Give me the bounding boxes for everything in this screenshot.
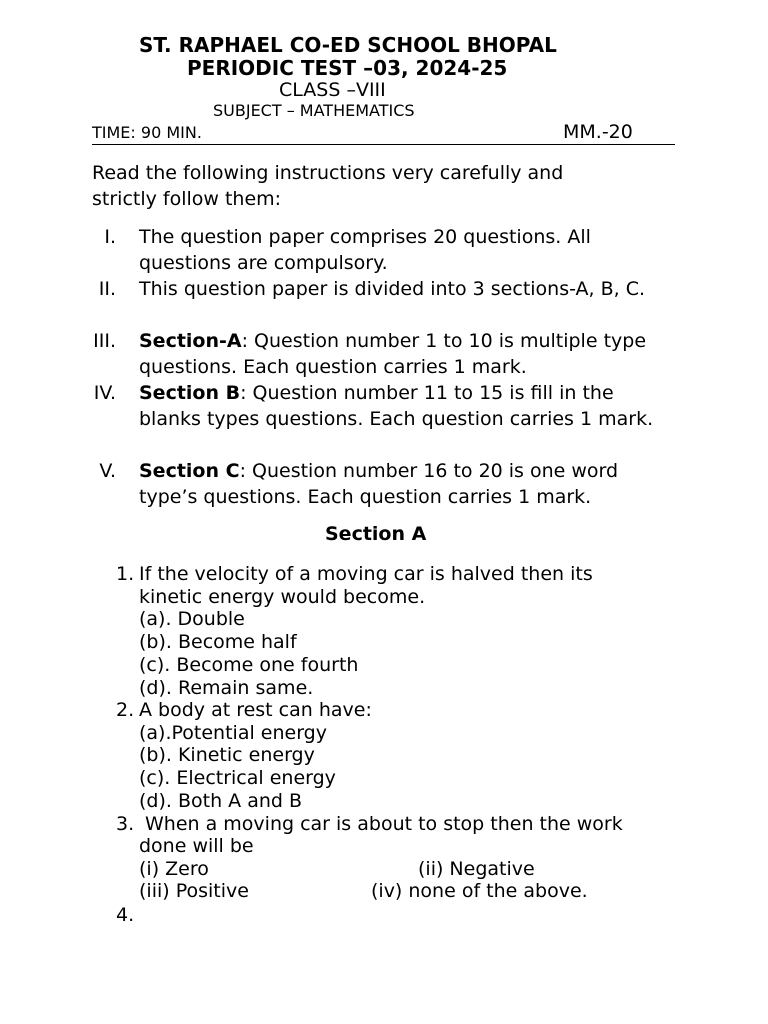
instruction-numeral: I. [104,226,116,248]
instruction-section-label: Section B [139,382,241,404]
instruction-text: : Question number 16 to 20 is one word type’s questions. Each question carries 1 mark. [139,460,619,508]
instruction-text: : Question number 1 to 10 is multiple type questions. Each question carries 1 mark. [139,330,647,378]
option: (iii) Positive [139,880,249,902]
section-a-heading: Section A [325,523,427,545]
option: (d). Remain same. [139,677,314,699]
option: (d). Both A and B [139,790,303,812]
instruction-item [139,328,679,380]
header-divider [92,144,675,145]
instruction-item [139,380,679,432]
option: (iv) none of the above. [371,880,588,902]
question-1-text-line2: kinetic energy would become. [139,586,426,608]
instruction-item [139,224,679,276]
instruction-numeral: IV. [93,382,116,404]
max-marks: MM.-20 [563,121,633,143]
subject-label: SUBJECT – MATHEMATICS [213,101,415,120]
option: (b). Become half [139,631,297,653]
option: (i) Zero [139,858,209,880]
test-title: PERIODIC TEST –03, 2024-25 [187,56,508,80]
question-number: 2. [116,699,135,721]
question-1-text-line1: If the velocity of a moving car is halved then its [139,563,593,585]
question-number: 4. [116,904,135,926]
class-label: CLASS –VIII [279,79,386,101]
time-label: TIME: 90 MIN. [92,123,202,142]
school-name: ST. RAPHAEL CO-ED SCHOOL BHOPAL [139,33,557,57]
option: (a).Potential energy [139,722,327,744]
option: (ii) Negative [418,858,535,880]
option: (c). Become one fourth [139,654,359,676]
question-3-text-line2: done will be [139,835,254,857]
instructions-intro-line1: Read the following instructions very carefully and [92,162,564,184]
instruction-text: This question paper is divided into 3 sections-A, B, C. [139,278,646,300]
instruction-numeral: II. [98,278,116,300]
option: (c). Electrical energy [139,767,336,789]
option: (b). Kinetic energy [139,744,315,766]
question-number: 3. [116,813,135,835]
instruction-text: : Question number 11 to 15 is fill in the blanks types questions. Each question carries 1 mark. [139,382,654,430]
instruction-section-label: Section-A [139,330,242,352]
instruction-numeral: V. [99,460,116,482]
option: (a). Double [139,608,245,630]
instruction-numeral: III. [93,330,116,352]
question-number: 1. [116,563,135,585]
instruction-item [139,458,679,510]
question-3-text-line1: When a moving car is about to stop then the work [145,813,623,835]
instruction-text: The question paper comprises 20 questions. All questions are compulsory. [139,226,591,274]
instruction-item [139,276,679,302]
instructions-intro-line2: strictly follow them: [92,188,282,210]
question-2-text: A body at rest can have: [139,699,372,721]
instruction-section-label: Section C [139,460,240,482]
